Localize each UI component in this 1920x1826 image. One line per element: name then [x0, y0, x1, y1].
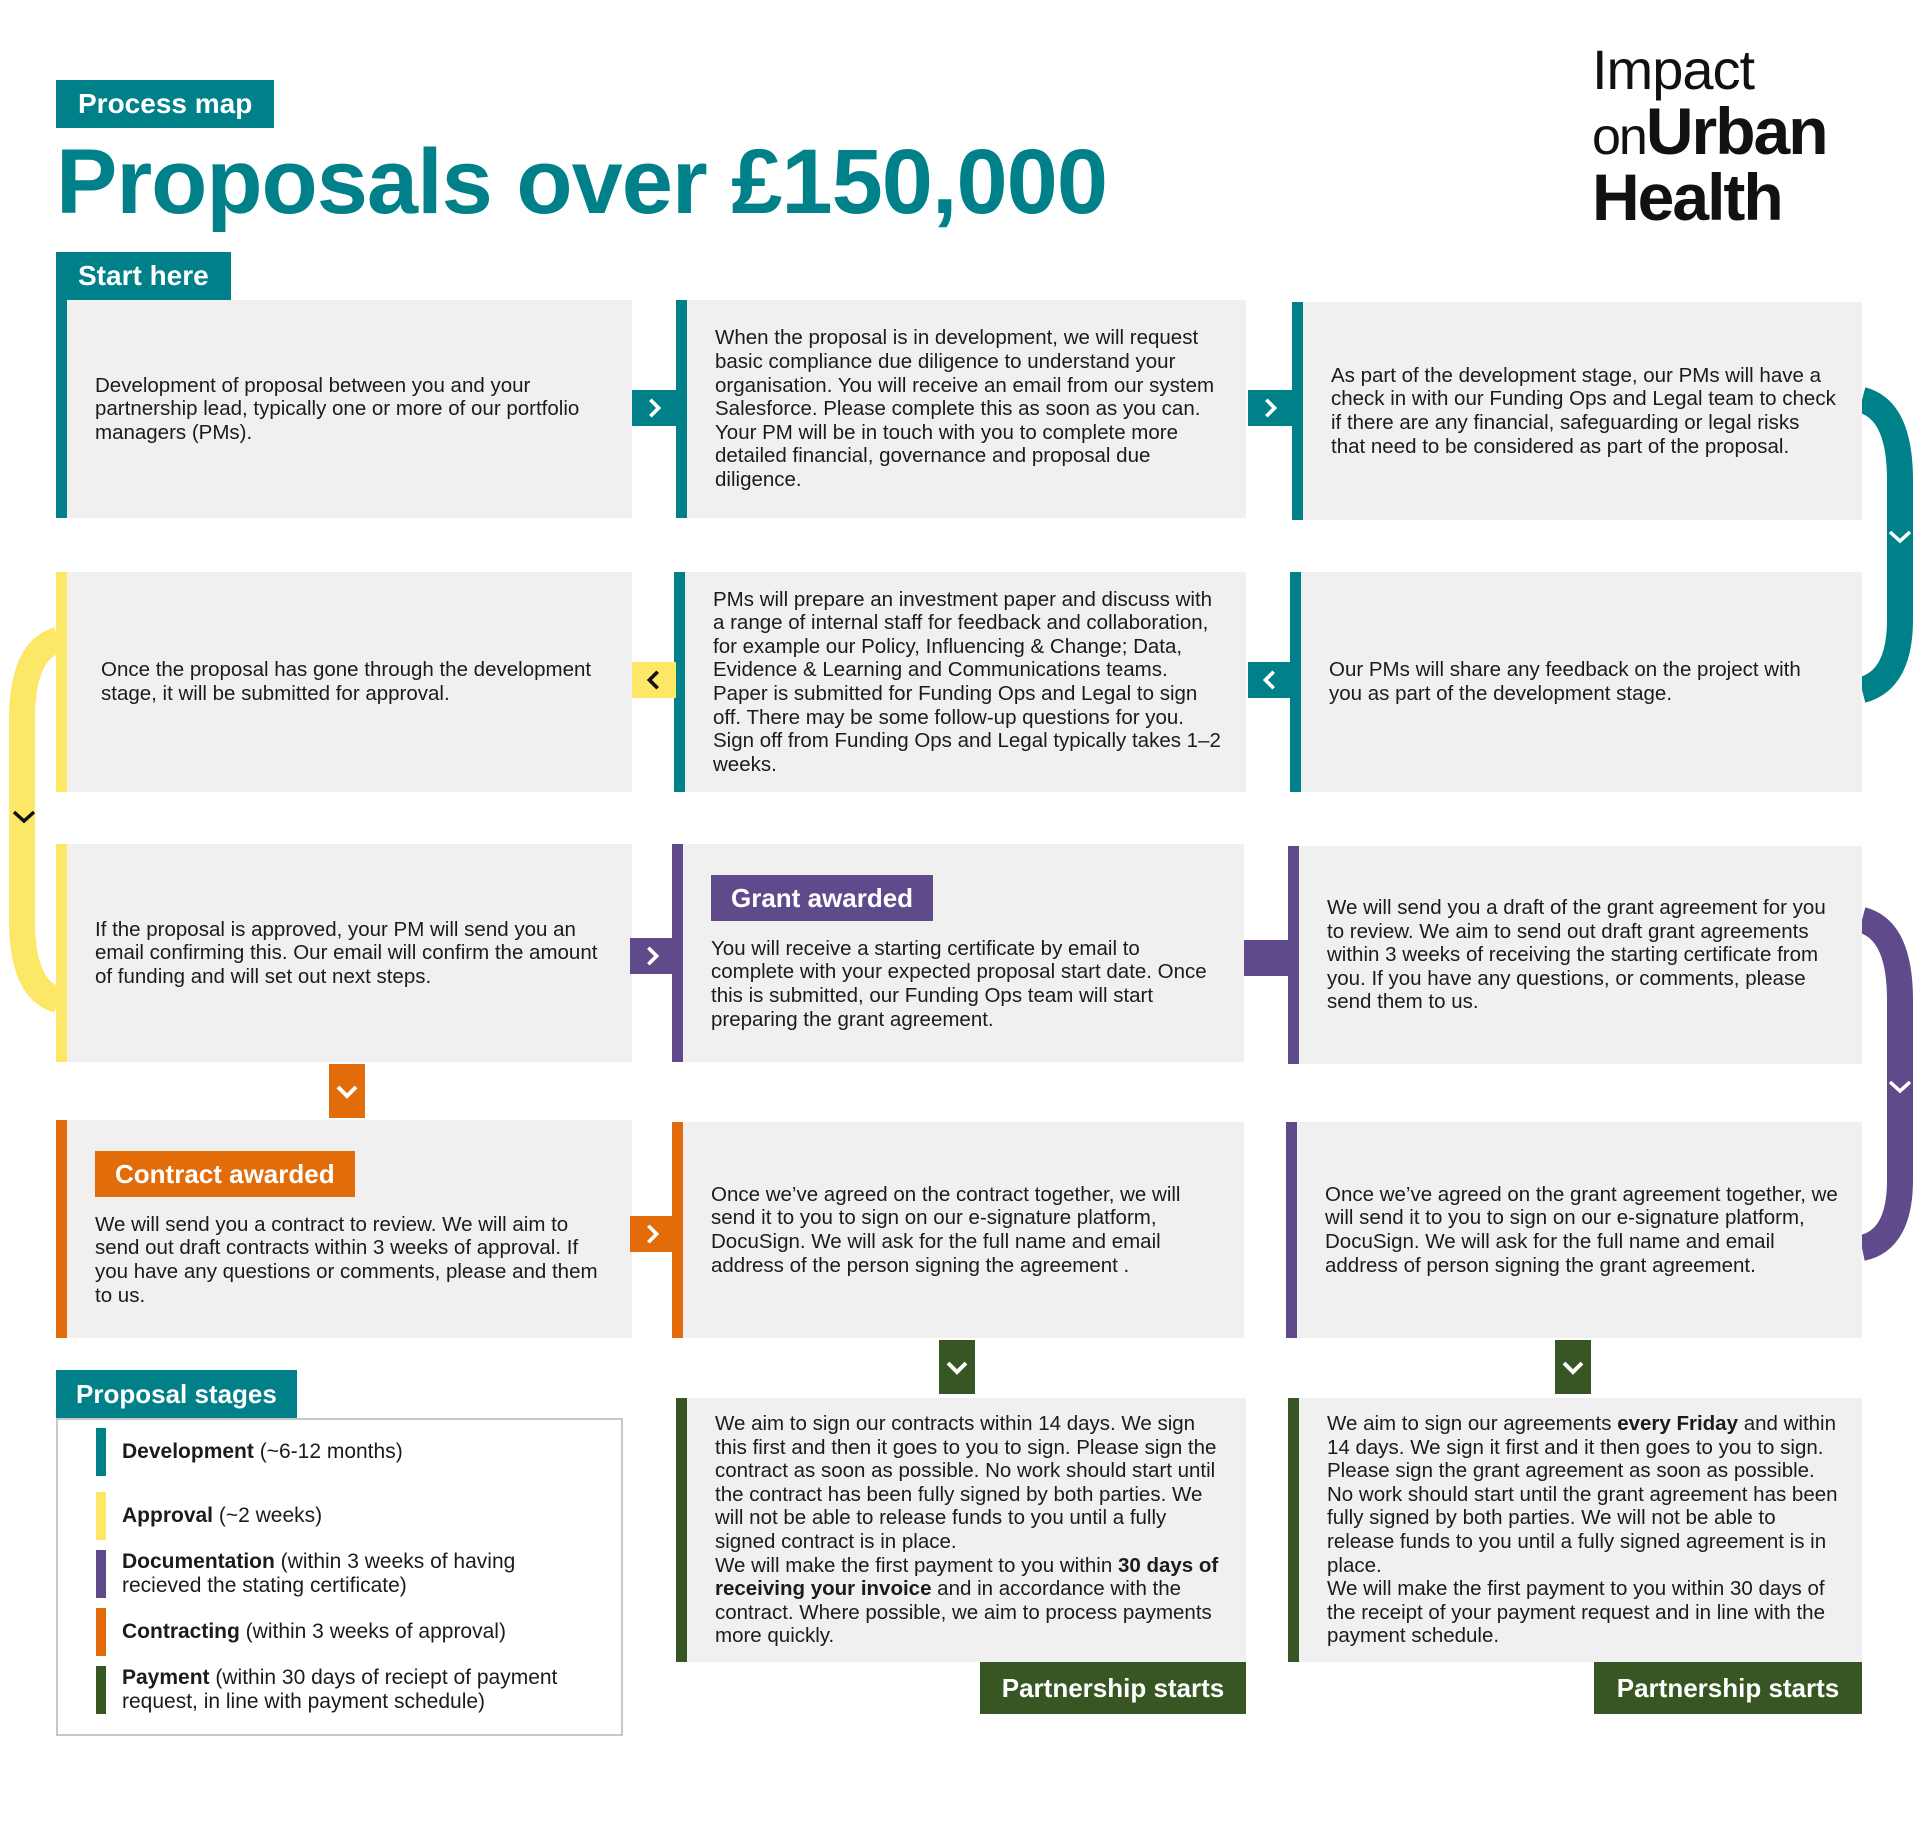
step-text: We aim to sign our contracts within 14 days. We sign this first and then it goes to you to sign. Please sign the contract as soon as possible. No work should start until the contract has been fully signed by both parties. We will not be able to release funds to you until a fully signed contract is in place.	[715, 1412, 1217, 1553]
start-here-tag: Start here	[56, 252, 231, 300]
arrow-down-orange	[329, 1064, 365, 1118]
step-development-proposal	[56, 300, 632, 518]
step-grant-docusign	[1286, 1122, 1862, 1338]
step-text: We will send you a draft of the grant agreement for you to review. We aim to send out draft grant agreements within 3 weeks of receiving the starting certificate from you. If you have any questions, or comments, please send them to us.	[1327, 896, 1826, 1014]
impact-on-urban-health-logo: Impact onUrban Health	[1592, 38, 1827, 234]
step-text: Our PMs will share any feedback on the project with you as part of the development stage.	[1329, 658, 1801, 705]
legend-item-documentation: Documentation (within 3 weeks of having recieved the stating certificate)	[96, 1550, 576, 1598]
step-contract-signing	[676, 1398, 1246, 1662]
step-contract-docusign	[672, 1122, 1244, 1338]
purple-connector-bar	[1244, 940, 1292, 976]
step-proposal-approved	[56, 844, 632, 1062]
step-text: We aim to sign our agreements every Friday and within 14 days. We sign it first and it then goes to you to sign. Please sign the grant agreement as soon as possible. No work should start until the grant agreement has been fully signed by both parties. We will not be able to release funds to you until a fully signed agreement is in place.	[1327, 1412, 1838, 1577]
step-text: Once we’ve agreed on the contract together, we will send it to you to sign on our e-signature platform, DocuSign. We will ask for the full name and email address of the person signing the agreement .	[711, 1182, 1181, 1277]
step-feedback	[1290, 572, 1862, 792]
step-text: If the proposal is approved, your PM will send you an email confirming this. Our email will confirm the amount of funding and will set out next steps.	[95, 917, 598, 988]
step-agreement-signing	[1288, 1398, 1862, 1662]
chevron-right-icon	[1259, 397, 1281, 419]
arrow-left-1	[1248, 662, 1292, 698]
legend-item-contracting: Contracting (within 3 weeks of approval)	[96, 1608, 506, 1656]
chevron-left-icon	[643, 669, 665, 691]
proposal-stages-tag: Proposal stages	[56, 1370, 297, 1418]
step-compliance-due-diligence	[676, 300, 1246, 518]
arrow-left-2	[632, 662, 676, 698]
chevron-down-icon-yellow-loop	[0, 810, 48, 838]
step-text: Once the proposal has gone through the development stage, it will be submitted for approval.	[101, 658, 592, 705]
chevron-down-icon	[945, 1355, 969, 1379]
step-text: When the proposal is in development, we will request basic compliance due diligence to understand your organisation. You will receive an email from our system Salesforce. Please complete this as soon as you can. Your PM will be in touch with you to complete more detailed financial, governance and proposal due diligence.	[715, 326, 1215, 491]
step-text: PMs will prepare an investment paper and discuss with a range of internal staff for feedback and collaboration, for example our Policy, Influencing & Change; Data, Evidence & Learning and Communications teams. Paper is submitted for Funding Ops and Legal to sign off. There may be some follow-up questions for you. Sign off from Funding Ops and Legal typically takes 1–2 weeks.	[713, 587, 1221, 776]
arrow-right-3	[630, 938, 674, 974]
chevron-down-icon	[335, 1079, 359, 1103]
step-text: Once we’ve agreed on the grant agreement together, we will send it to you to sign on our e-signature platform, DocuSign. We will ask for the full name and email address of person signing the grant agreement.	[1325, 1182, 1838, 1277]
step-text: We will send you a contract to review. We will aim to send out draft contracts within 3 weeks of approval. If you have any questions or comments, please and them to us.	[95, 1212, 598, 1307]
chevron-left-icon	[1259, 669, 1281, 691]
arrow-right-1	[632, 390, 676, 426]
arrow-down-green-2	[1555, 1340, 1591, 1394]
grant-awarded-tag: Grant awarded	[711, 875, 933, 921]
chevron-down-icon-teal-loop	[1876, 530, 1920, 558]
step-text-payment: We will make the first payment to you within 30 days of the receipt of your payment request and in line with the payment schedule.	[1327, 1577, 1825, 1648]
process-map-tag: Process map	[56, 80, 274, 128]
partnership-starts-contract: Partnership starts	[980, 1662, 1246, 1714]
contract-awarded-tag: Contract awarded	[95, 1151, 355, 1197]
legend-item-approval: Approval (~2 weeks)	[96, 1492, 322, 1540]
legend-item-development: Development (~6-12 months)	[96, 1428, 403, 1476]
chevron-right-icon	[641, 945, 663, 967]
arrow-down-green-1	[939, 1340, 975, 1394]
arrow-right-2	[1248, 390, 1292, 426]
step-text-payment: We will make the first payment to you within 30 days of receiving your invoice and in accordance with the contract. Where possible, we aim to process payments more quickly.	[715, 1553, 1219, 1648]
arrow-right-4	[630, 1216, 674, 1252]
step-investment-paper	[674, 572, 1246, 792]
step-draft-grant-agreement	[1288, 846, 1862, 1064]
chevron-down-icon-purple-loop	[1876, 1080, 1920, 1108]
step-grant-awarded	[672, 844, 1244, 1062]
page-title: Proposals over £150,000	[56, 131, 1107, 233]
proposal-stages-legend	[56, 1418, 623, 1736]
step-text: Development of proposal between you and your partnership lead, typically one or more of our portfolio managers (PMs).	[95, 373, 580, 444]
step-risk-check	[1292, 302, 1862, 520]
chevron-right-icon	[641, 1223, 663, 1245]
chevron-down-icon	[1561, 1355, 1585, 1379]
step-contract-awarded	[56, 1120, 632, 1338]
step-text: As part of the development stage, our PMs will have a check in with our Funding Ops and Legal team to check if there are any financial, safeguarding or legal risks that need to be considered as part of the proposal.	[1331, 363, 1836, 458]
step-submitted-for-approval	[56, 572, 632, 792]
legend-item-payment: Payment (within 30 days of reciept of payment request, in line with payment schedule)	[96, 1666, 586, 1714]
step-text: You will receive a starting certificate by email to complete with your expected proposal start date. Once this is submitted, our Funding Ops team will start preparing the grant agreement.	[711, 936, 1207, 1031]
partnership-starts-grant: Partnership starts	[1594, 1662, 1862, 1714]
chevron-right-icon	[643, 397, 665, 419]
